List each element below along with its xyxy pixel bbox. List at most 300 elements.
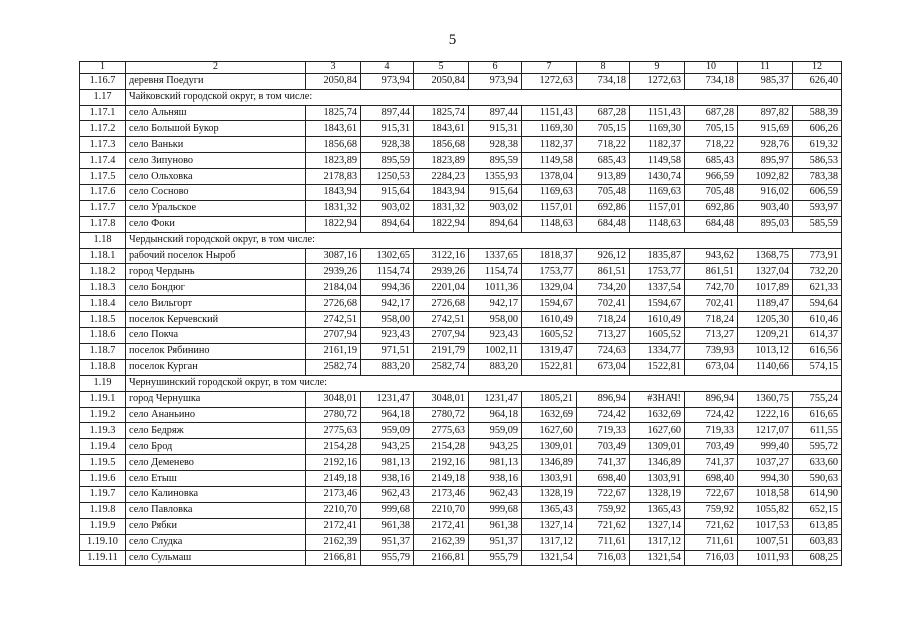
value-cell: 732,20	[793, 264, 842, 280]
column-header: 11	[738, 62, 793, 74]
value-cell: 2166,81	[306, 550, 361, 566]
value-cell: 2149,18	[414, 471, 469, 487]
value-cell: 955,79	[469, 550, 522, 566]
value-cell: 1328,19	[630, 486, 685, 502]
value-cell: 685,43	[685, 153, 738, 169]
value-cell: 915,64	[361, 185, 414, 201]
value-cell: 1140,66	[738, 359, 793, 375]
value-cell: 703,49	[685, 439, 738, 455]
value-cell: 1148,63	[630, 216, 685, 232]
value-cell: 938,16	[469, 471, 522, 487]
value-cell: 942,17	[469, 296, 522, 312]
row-code: 1.18.8	[80, 359, 126, 375]
value-cell: 1272,63	[630, 73, 685, 89]
value-cell: 2707,94	[414, 328, 469, 344]
value-cell: 1302,65	[361, 248, 414, 264]
row-code: 1.19.3	[80, 423, 126, 439]
value-cell: 903,02	[361, 200, 414, 216]
value-cell: 994,30	[738, 471, 793, 487]
value-cell: 955,79	[361, 550, 414, 566]
value-cell: 1169,30	[630, 121, 685, 137]
value-cell: 2775,63	[306, 423, 361, 439]
value-cell: 3048,01	[306, 391, 361, 407]
value-cell: 1327,14	[522, 518, 577, 534]
value-cell: 687,28	[577, 105, 630, 121]
value-cell: 1092,82	[738, 169, 793, 185]
value-cell: 1360,75	[738, 391, 793, 407]
settlement-name: село Рябки	[126, 518, 306, 534]
value-cell: 1169,63	[630, 185, 685, 201]
value-cell: 2192,16	[414, 455, 469, 471]
value-cell: 1055,82	[738, 502, 793, 518]
column-header: 4	[361, 62, 414, 74]
value-cell: 619,32	[793, 137, 842, 153]
table-row	[80, 169, 842, 185]
value-cell: 2201,04	[414, 280, 469, 296]
settlement-name: село Альняш	[126, 105, 306, 121]
value-cell: 1843,61	[306, 121, 361, 137]
table-row	[80, 328, 842, 344]
row-code: 1.17.3	[80, 137, 126, 153]
value-cell: 673,04	[685, 359, 738, 375]
settlement-name: город Чернушка	[126, 391, 306, 407]
value-cell: 1148,63	[522, 216, 577, 232]
value-cell: 895,59	[469, 153, 522, 169]
value-cell: 999,68	[361, 502, 414, 518]
value-cell: 2173,46	[306, 486, 361, 502]
value-cell: 594,64	[793, 296, 842, 312]
value-cell: 2154,28	[306, 439, 361, 455]
value-cell: 616,65	[793, 407, 842, 423]
settlement-name: село Бедряж	[126, 423, 306, 439]
row-code: 1.19.6	[80, 471, 126, 487]
value-cell: 999,40	[738, 439, 793, 455]
value-cell: 903,02	[469, 200, 522, 216]
settlement-name: поселок Рябинино	[126, 343, 306, 359]
value-cell: 673,04	[577, 359, 630, 375]
value-cell: 718,22	[577, 137, 630, 153]
value-cell: 1610,49	[522, 312, 577, 328]
value-cell: 1825,74	[306, 105, 361, 121]
table-row	[80, 471, 842, 487]
value-cell: 2173,46	[414, 486, 469, 502]
value-cell: 1154,74	[469, 264, 522, 280]
value-cell: 2775,63	[414, 423, 469, 439]
settlement-name: поселок Керчевский	[126, 312, 306, 328]
value-cell: 1149,58	[630, 153, 685, 169]
settlement-name: село Бондюг	[126, 280, 306, 296]
value-cell: 962,43	[469, 486, 522, 502]
value-cell: 951,37	[361, 534, 414, 550]
value-cell: 1843,61	[414, 121, 469, 137]
value-cell: 1843,94	[414, 185, 469, 201]
value-cell: 2191,79	[414, 343, 469, 359]
value-cell: 1627,60	[522, 423, 577, 439]
value-cell: 1753,77	[630, 264, 685, 280]
value-cell: 2050,84	[414, 73, 469, 89]
value-cell: 1430,74	[630, 169, 685, 185]
settlement-name: село Калиновка	[126, 486, 306, 502]
value-cell: 652,15	[793, 502, 842, 518]
value-cell: 895,59	[361, 153, 414, 169]
value-cell: 742,70	[685, 280, 738, 296]
value-cell: 1822,94	[306, 216, 361, 232]
value-cell: 611,55	[793, 423, 842, 439]
value-cell: 1169,63	[522, 185, 577, 201]
value-cell: 606,26	[793, 121, 842, 137]
value-cell: 915,69	[738, 121, 793, 137]
value-cell: 915,31	[469, 121, 522, 137]
value-cell: 883,20	[469, 359, 522, 375]
row-code: 1.16.7	[80, 73, 126, 89]
row-code: 1.17.8	[80, 216, 126, 232]
value-cell: 1309,01	[630, 439, 685, 455]
value-cell: 861,51	[577, 264, 630, 280]
row-code: 1.18.1	[80, 248, 126, 264]
value-cell: 685,43	[577, 153, 630, 169]
value-cell: 1303,91	[522, 471, 577, 487]
table-row	[80, 486, 842, 502]
row-code: 1.18.2	[80, 264, 126, 280]
value-cell: 943,25	[469, 439, 522, 455]
settlement-name: село Фоки	[126, 216, 306, 232]
value-cell: 2178,83	[306, 169, 361, 185]
table-body	[80, 62, 842, 566]
table-row	[80, 200, 842, 216]
value-cell: 586,53	[793, 153, 842, 169]
value-cell: 895,97	[738, 153, 793, 169]
value-cell: 1594,67	[522, 296, 577, 312]
value-cell: 2582,74	[306, 359, 361, 375]
value-cell: 585,59	[793, 216, 842, 232]
group-name: Чайковский городской округ, в том числе:	[126, 89, 842, 105]
value-cell: 1856,68	[414, 137, 469, 153]
value-cell: 928,76	[738, 137, 793, 153]
settlement-name: село Ананьино	[126, 407, 306, 423]
value-cell: 903,40	[738, 200, 793, 216]
table-row	[80, 296, 842, 312]
value-cell: 2284,23	[414, 169, 469, 185]
value-cell: 574,15	[793, 359, 842, 375]
value-cell: 958,00	[469, 312, 522, 328]
value-cell: 705,48	[685, 185, 738, 201]
value-cell: 698,40	[685, 471, 738, 487]
row-code: 1.18	[80, 232, 126, 248]
value-cell: 959,09	[361, 423, 414, 439]
value-cell: 616,56	[793, 343, 842, 359]
value-cell: 1328,19	[522, 486, 577, 502]
value-cell: 2582,74	[414, 359, 469, 375]
row-code: 1.18.6	[80, 328, 126, 344]
column-header: 2	[126, 62, 306, 74]
value-cell: 1368,75	[738, 248, 793, 264]
value-cell: 1157,01	[522, 200, 577, 216]
value-cell: 687,28	[685, 105, 738, 121]
value-cell: 1321,54	[630, 550, 685, 566]
table-row	[80, 280, 842, 296]
column-header: 6	[469, 62, 522, 74]
value-cell: 2154,28	[414, 439, 469, 455]
value-cell: 896,94	[577, 391, 630, 407]
value-cell: 915,64	[469, 185, 522, 201]
value-cell: 590,63	[793, 471, 842, 487]
value-cell: 916,02	[738, 185, 793, 201]
column-header: 3	[306, 62, 361, 74]
table-group-row	[80, 375, 842, 391]
value-cell: 1011,36	[469, 280, 522, 296]
value-cell: 923,43	[469, 328, 522, 344]
value-cell: 2184,04	[306, 280, 361, 296]
table-row	[80, 73, 842, 89]
table-header-row	[80, 62, 842, 74]
value-cell: 2726,68	[414, 296, 469, 312]
value-cell: 2166,81	[414, 550, 469, 566]
value-cell: 1154,74	[361, 264, 414, 280]
value-cell: 1365,43	[522, 502, 577, 518]
value-cell: 1831,32	[306, 200, 361, 216]
value-cell: 973,94	[469, 73, 522, 89]
row-code: 1.17.1	[80, 105, 126, 121]
settlement-name: село Деменево	[126, 455, 306, 471]
settlement-name: деревня Поедуги	[126, 73, 306, 89]
row-code: 1.17.7	[80, 200, 126, 216]
value-cell: 595,72	[793, 439, 842, 455]
value-cell: 897,44	[361, 105, 414, 121]
value-cell: 702,41	[577, 296, 630, 312]
settlement-name: село Брод	[126, 439, 306, 455]
value-cell: 923,43	[361, 328, 414, 344]
value-cell: 1149,58	[522, 153, 577, 169]
value-cell: 588,39	[793, 105, 842, 121]
value-cell: 684,48	[577, 216, 630, 232]
value-cell: 1151,43	[522, 105, 577, 121]
value-cell: 705,48	[577, 185, 630, 201]
value-cell: 692,86	[577, 200, 630, 216]
value-cell: 2780,72	[414, 407, 469, 423]
value-cell: 603,83	[793, 534, 842, 550]
value-cell: 928,38	[361, 137, 414, 153]
value-cell: 1822,94	[414, 216, 469, 232]
value-cell: 3122,16	[414, 248, 469, 264]
table-row	[80, 105, 842, 121]
value-cell: 999,68	[469, 502, 522, 518]
value-cell: 741,37	[685, 455, 738, 471]
value-cell: 610,46	[793, 312, 842, 328]
value-cell: 1317,12	[522, 534, 577, 550]
settlement-name: село Ольховка	[126, 169, 306, 185]
row-code: 1.19.7	[80, 486, 126, 502]
value-cell: 783,38	[793, 169, 842, 185]
value-cell: 2161,19	[306, 343, 361, 359]
value-cell: 897,82	[738, 105, 793, 121]
value-cell: 711,61	[577, 534, 630, 550]
value-cell: 2050,84	[306, 73, 361, 89]
table-row	[80, 550, 842, 566]
value-cell: 721,62	[577, 518, 630, 534]
value-cell: 633,60	[793, 455, 842, 471]
row-code: 1.19.9	[80, 518, 126, 534]
value-cell: 895,03	[738, 216, 793, 232]
table-row	[80, 216, 842, 232]
value-cell: 711,61	[685, 534, 738, 550]
value-cell: 713,27	[577, 328, 630, 344]
value-cell: 1217,07	[738, 423, 793, 439]
row-code: 1.19	[80, 375, 126, 391]
settlement-name: село Зипуново	[126, 153, 306, 169]
value-cell: 614,37	[793, 328, 842, 344]
value-cell: 1018,58	[738, 486, 793, 502]
value-cell: 724,42	[685, 407, 738, 423]
value-cell: 1365,43	[630, 502, 685, 518]
value-cell: 722,67	[685, 486, 738, 502]
value-cell: 716,03	[577, 550, 630, 566]
row-code: 1.18.5	[80, 312, 126, 328]
value-cell: 1231,47	[361, 391, 414, 407]
value-cell: 883,20	[361, 359, 414, 375]
value-cell: 1037,27	[738, 455, 793, 471]
settlement-name: село Большой Букор	[126, 121, 306, 137]
column-header: 12	[793, 62, 842, 74]
table-group-row	[80, 89, 842, 105]
value-cell: 2192,16	[306, 455, 361, 471]
value-cell: 713,27	[685, 328, 738, 344]
column-header: 1	[80, 62, 126, 74]
value-cell: 942,17	[361, 296, 414, 312]
value-cell: 608,25	[793, 550, 842, 566]
settlement-name: село Етыш	[126, 471, 306, 487]
value-cell: 734,20	[577, 280, 630, 296]
value-cell: 1632,69	[630, 407, 685, 423]
settlement-name: поселок Курган	[126, 359, 306, 375]
value-cell: 1605,52	[630, 328, 685, 344]
column-header: 9	[630, 62, 685, 74]
table-row	[80, 518, 842, 534]
value-cell: 861,51	[685, 264, 738, 280]
value-cell: 2726,68	[306, 296, 361, 312]
column-header: 5	[414, 62, 469, 74]
value-cell: 943,25	[361, 439, 414, 455]
value-cell: 951,37	[469, 534, 522, 550]
value-cell: 1835,87	[630, 248, 685, 264]
table-row	[80, 185, 842, 201]
value-cell: 721,62	[685, 518, 738, 534]
table-group-row	[80, 232, 842, 248]
table-row	[80, 359, 842, 375]
row-code: 1.19.2	[80, 407, 126, 423]
value-cell: 971,51	[361, 343, 414, 359]
value-cell: 962,43	[361, 486, 414, 502]
value-cell: 964,18	[361, 407, 414, 423]
settlement-name: село Сосново	[126, 185, 306, 201]
column-header: 8	[577, 62, 630, 74]
value-cell: 2210,70	[414, 502, 469, 518]
value-cell: 1856,68	[306, 137, 361, 153]
settlement-name: село Покча	[126, 328, 306, 344]
row-code: 1.17.5	[80, 169, 126, 185]
table-row	[80, 264, 842, 280]
tariff-table	[79, 61, 842, 566]
value-cell: 959,09	[469, 423, 522, 439]
value-cell: 981,13	[469, 455, 522, 471]
settlement-name: село Уральское	[126, 200, 306, 216]
value-cell: 1002,11	[469, 343, 522, 359]
value-cell: 994,36	[361, 280, 414, 296]
value-cell: 2742,51	[414, 312, 469, 328]
value-cell: 2780,72	[306, 407, 361, 423]
value-cell: 2149,18	[306, 471, 361, 487]
value-cell: 1303,91	[630, 471, 685, 487]
table-row	[80, 343, 842, 359]
value-cell: 1334,77	[630, 343, 685, 359]
value-cell: 928,38	[469, 137, 522, 153]
settlement-name: село Сульмаш	[126, 550, 306, 566]
value-cell: 759,92	[577, 502, 630, 518]
value-cell: 1823,89	[306, 153, 361, 169]
value-cell: 1610,49	[630, 312, 685, 328]
page-number: 5	[448, 32, 457, 48]
value-cell: 1594,67	[630, 296, 685, 312]
value-cell: 593,97	[793, 200, 842, 216]
value-cell: 926,12	[577, 248, 630, 264]
value-cell: 1346,89	[630, 455, 685, 471]
value-cell: 739,93	[685, 343, 738, 359]
value-cell: 3087,16	[306, 248, 361, 264]
value-cell: 741,37	[577, 455, 630, 471]
value-cell: 915,31	[361, 121, 414, 137]
table-row	[80, 423, 842, 439]
value-cell: 985,37	[738, 73, 793, 89]
value-cell: 1805,21	[522, 391, 577, 407]
value-cell: 1017,53	[738, 518, 793, 534]
value-cell: #ЗНАЧ!	[630, 391, 685, 407]
value-cell: 3048,01	[414, 391, 469, 407]
value-cell: 1007,51	[738, 534, 793, 550]
table-row	[80, 439, 842, 455]
value-cell: 773,91	[793, 248, 842, 264]
value-cell: 964,18	[469, 407, 522, 423]
row-code: 1.19.10	[80, 534, 126, 550]
row-code: 1.19.11	[80, 550, 126, 566]
value-cell: 719,33	[685, 423, 738, 439]
value-cell: 614,90	[793, 486, 842, 502]
table-row	[80, 502, 842, 518]
value-cell: 913,89	[577, 169, 630, 185]
settlement-name: город Чердынь	[126, 264, 306, 280]
column-header: 7	[522, 62, 577, 74]
value-cell: 716,03	[685, 550, 738, 566]
value-cell: 2707,94	[306, 328, 361, 344]
row-code: 1.19.5	[80, 455, 126, 471]
value-cell: 1843,94	[306, 185, 361, 201]
value-cell: 626,40	[793, 73, 842, 89]
value-cell: 1209,21	[738, 328, 793, 344]
value-cell: 1823,89	[414, 153, 469, 169]
table-row	[80, 121, 842, 137]
value-cell: 1327,04	[738, 264, 793, 280]
value-cell: 702,41	[685, 296, 738, 312]
value-cell: 1157,01	[630, 200, 685, 216]
value-cell: 724,42	[577, 407, 630, 423]
table-row	[80, 391, 842, 407]
value-cell: 2939,26	[306, 264, 361, 280]
row-code: 1.17.6	[80, 185, 126, 201]
settlement-name: рабочий поселок Ныроб	[126, 248, 306, 264]
value-cell: 973,94	[361, 73, 414, 89]
value-cell: 1151,43	[630, 105, 685, 121]
table-row	[80, 137, 842, 153]
value-cell: 958,00	[361, 312, 414, 328]
value-cell: 2162,39	[306, 534, 361, 550]
